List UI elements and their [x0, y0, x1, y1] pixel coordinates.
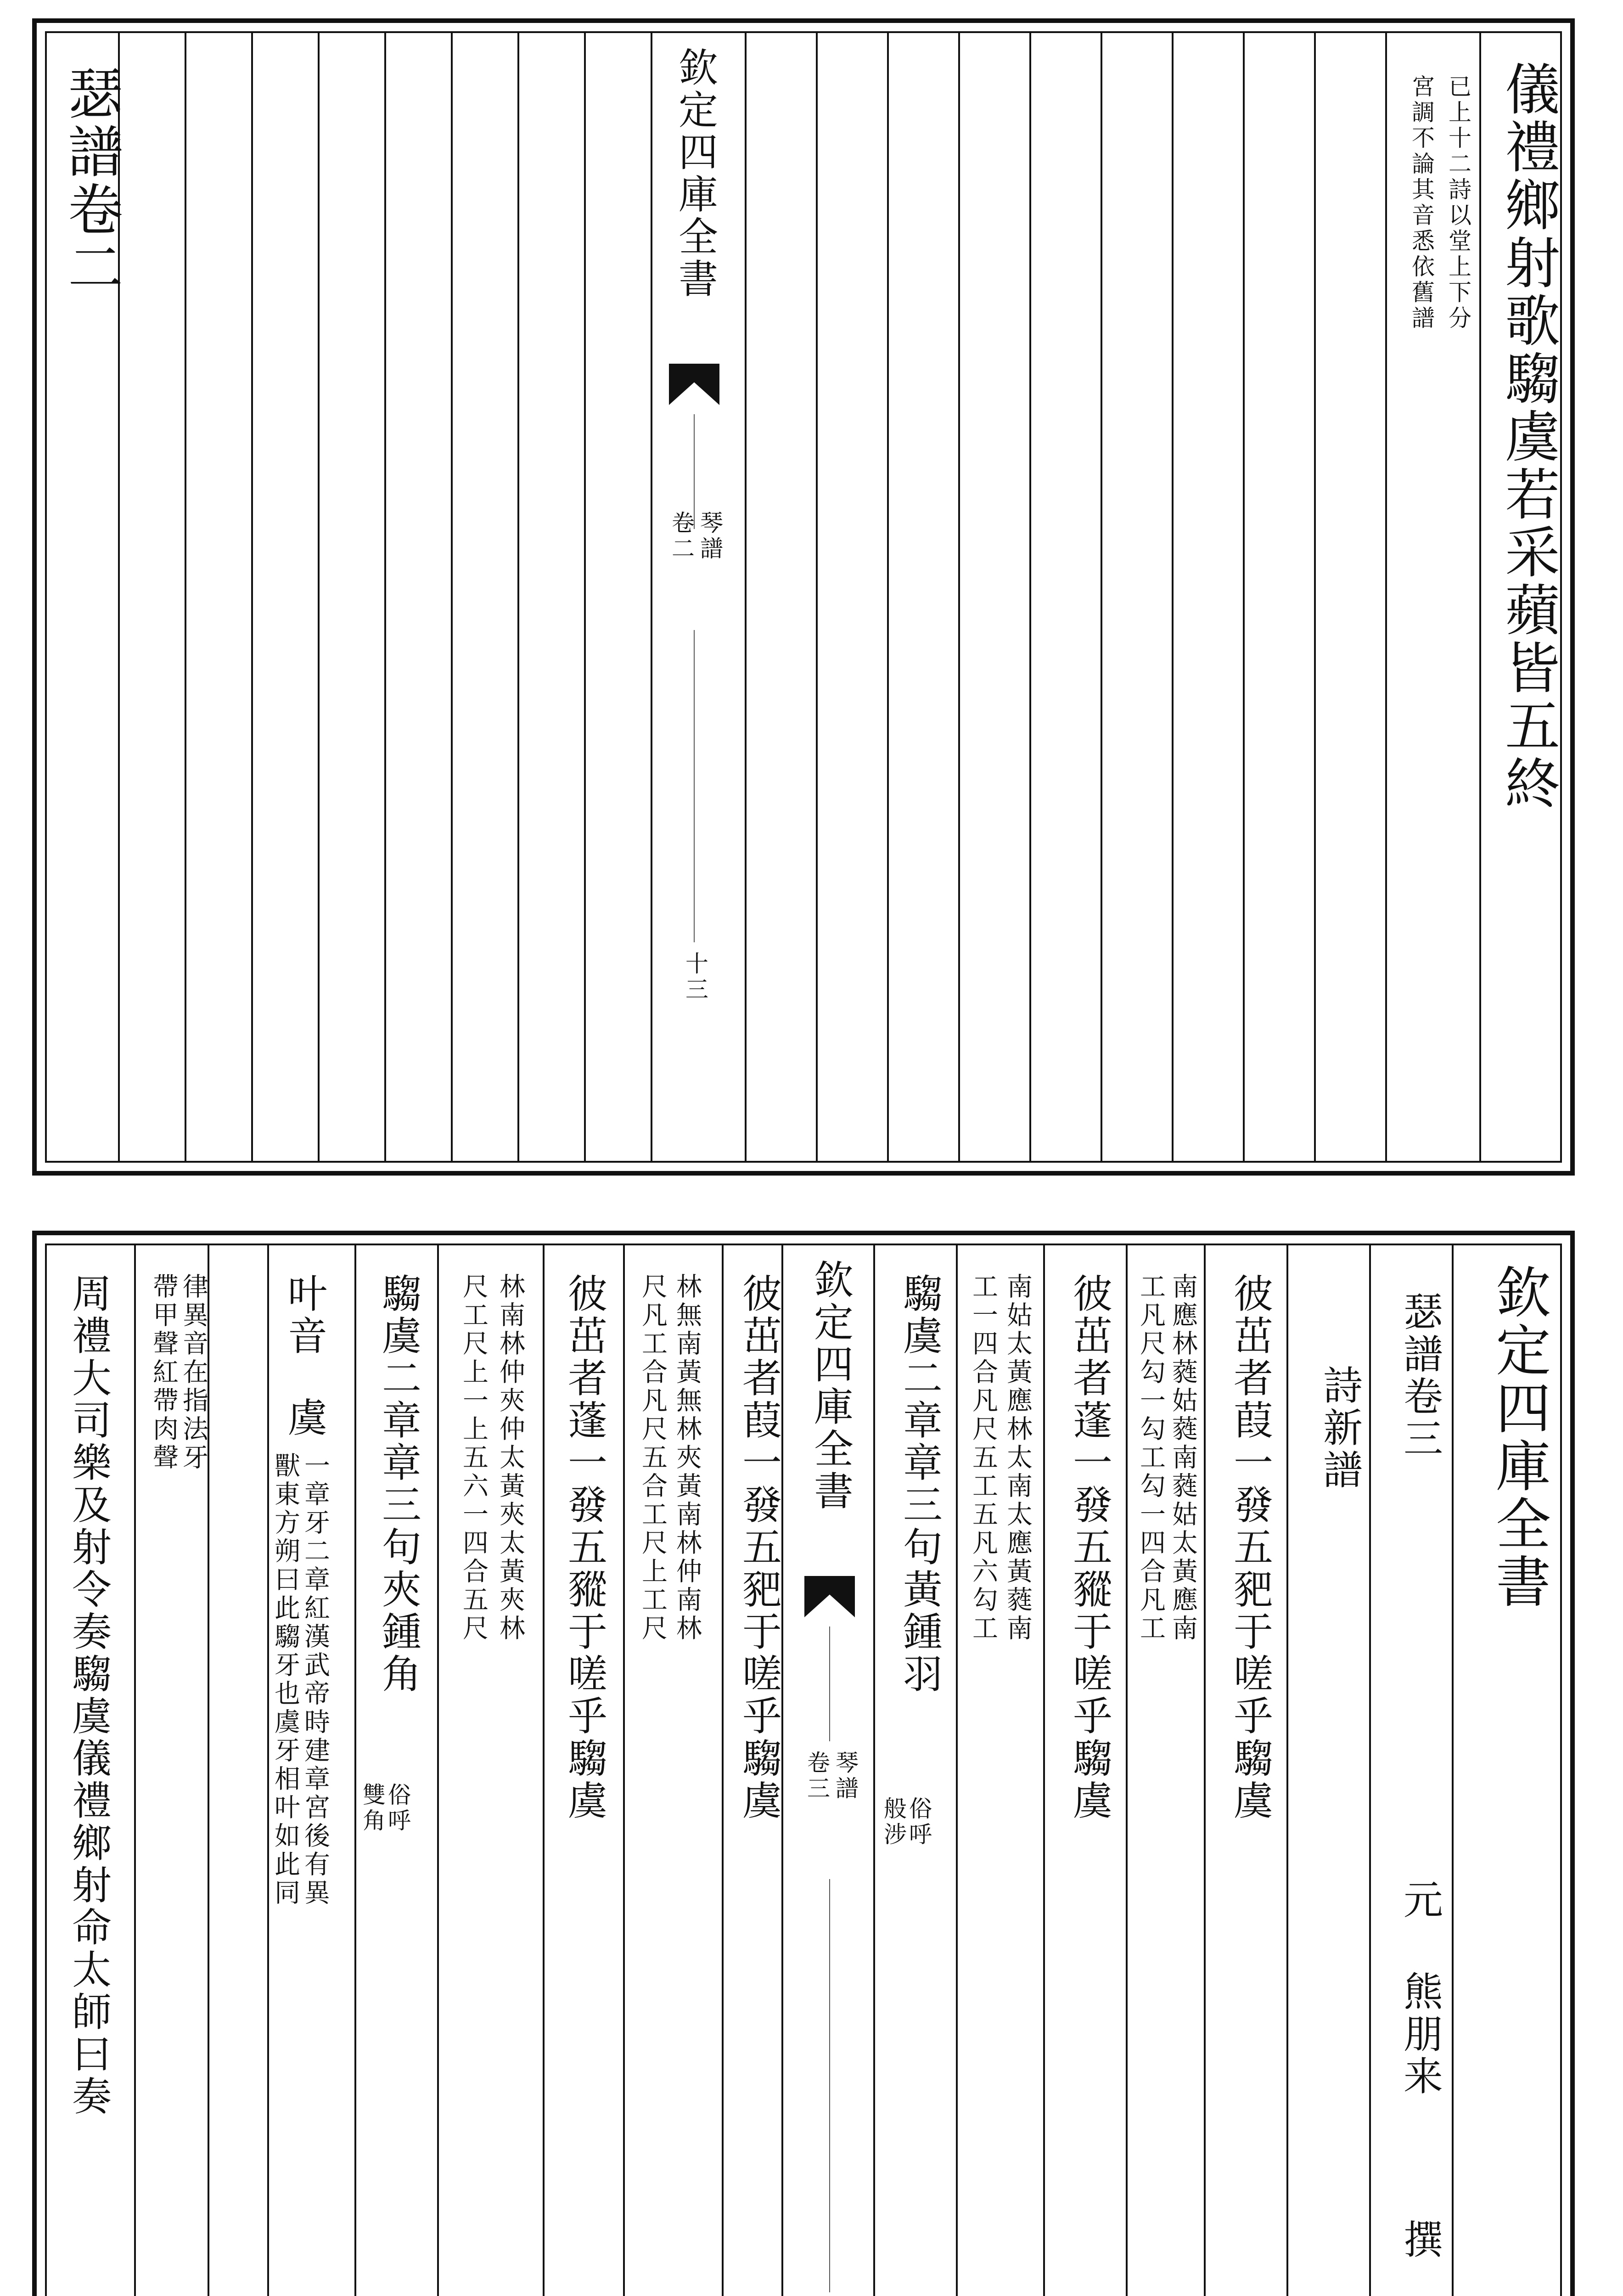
notation-gongche: 尺凡工合凡尺五合工尺上工尺 — [638, 1273, 668, 1643]
lyric-line: 彼茁者葭一發五豝于嗟乎騶虞 — [736, 1273, 781, 1822]
author-name: 熊朋来 — [1397, 1971, 1443, 2098]
column-rule — [1101, 33, 1102, 1161]
column-rule — [1043, 1245, 1045, 2296]
book-header: 欽定四庫全書 — [1487, 1264, 1550, 1611]
piece-mode-note: 雙角 — [359, 1783, 386, 1834]
rhyme-word: 虞 — [281, 1397, 327, 1439]
center-page-number: 十三 — [682, 951, 708, 1003]
column-rule — [1369, 1245, 1371, 2296]
center-volume: 卷二 — [668, 511, 695, 562]
piece-mode-note: 俗呼 — [905, 1796, 932, 1848]
column-rule — [354, 1245, 356, 2296]
column-rule — [956, 1245, 958, 2296]
rhyme-commentary: 一章牙二章紅漢武帝時建章宮後有異 — [300, 1452, 330, 1908]
volume-title: 瑟譜卷三 — [1397, 1291, 1443, 1460]
column-rule — [873, 1245, 875, 2296]
notation-gongche: 工一四合凡尺五工五凡六勾工 — [968, 1273, 998, 1643]
lyric-line: 彼茁者蓬一發五豵于嗟乎騶虞 — [561, 1273, 607, 1822]
column-rule — [745, 33, 747, 1161]
column-rule — [267, 1245, 269, 2296]
notation-pitch: 南應林蕤姑蕤南蕤姑太黃應南 — [1168, 1273, 1198, 1643]
piece-title: 騶虞二章章三句夾鍾角 — [375, 1273, 421, 1695]
top-center-column — [660, 33, 729, 1161]
piece-title: 騶虞二章章三句黃鍾羽 — [896, 1273, 942, 1695]
fish-tail-mark — [669, 364, 719, 405]
center-book: 琴譜 — [832, 1750, 859, 1802]
column-rule — [517, 33, 519, 1161]
column-rule — [623, 1245, 625, 2296]
column-rule — [134, 1245, 136, 2296]
center-line — [694, 630, 695, 942]
volume-end-label: 瑟譜卷二 — [59, 65, 123, 297]
column-rule — [1314, 33, 1316, 1161]
fingering-note: 帶甲聲紅帶肉聲 — [149, 1273, 179, 1472]
column-rule — [1385, 33, 1387, 1161]
column-rule — [1172, 33, 1174, 1161]
body-text: 周禮大司樂及射令奏騶虞儀禮鄉射命太師曰奏 — [65, 1273, 111, 2118]
top-page — [32, 18, 1575, 1176]
fish-tail-mark — [804, 1576, 855, 1617]
center-header: 欽定四庫全書 — [807, 1259, 853, 1513]
top-note-2: 宮調不論其音悉依舊譜 — [1408, 74, 1435, 332]
notation-pitch: 南姑太黃應林太南太應黃蕤南 — [1003, 1273, 1033, 1643]
column-rule — [318, 33, 320, 1161]
top-title: 儀禮鄉射歌騶虞若采蘋皆五終 — [1496, 61, 1560, 813]
author-dynasty: 元 — [1397, 1879, 1443, 1921]
rhyme-commentary: 獸東方朔曰此騶牙也虞牙相叶如此同 — [270, 1452, 300, 1908]
column-rule — [1126, 1245, 1128, 2296]
bottom-center-column — [791, 1245, 869, 2296]
top-note-1: 已上十二詩以堂上下分 — [1445, 74, 1471, 332]
column-rule — [958, 33, 960, 1161]
bottom-page — [32, 1231, 1575, 2296]
center-book: 琴譜 — [696, 511, 723, 562]
column-rule — [816, 33, 818, 1161]
notation-pitch: 林無南黃無林夾黃南林仲南林 — [672, 1273, 702, 1643]
column-rule — [1286, 1245, 1288, 2296]
notation-gongche: 工凡尺勾一勾工勾一四合凡工 — [1136, 1273, 1166, 1643]
notation-gongche: 尺工尺上一上五六一四合五尺 — [459, 1273, 489, 1643]
lyric-line: 彼茁者蓬一發五豵于嗟乎騶虞 — [1066, 1273, 1112, 1822]
center-header: 欽定四庫全書 — [672, 47, 718, 300]
column-rule — [1204, 1245, 1206, 2296]
center-line — [829, 1626, 830, 1741]
column-rule — [651, 33, 652, 1161]
column-rule — [584, 33, 586, 1161]
column-rule — [781, 1245, 783, 2296]
bottom-page-frame — [45, 1244, 1562, 2296]
column-rule — [1479, 33, 1481, 1161]
column-rule — [437, 1245, 439, 2296]
rhyme-heading: 叶音 — [281, 1273, 327, 1357]
column-rule — [185, 33, 186, 1161]
piece-mode-note: 俗呼 — [384, 1783, 411, 1834]
column-rule — [1452, 1245, 1454, 2296]
column-rule — [1029, 33, 1031, 1161]
column-rule — [887, 33, 889, 1161]
column-rule — [722, 1245, 724, 2296]
column-rule — [251, 33, 253, 1161]
fingering-note: 律異音在指法牙 — [179, 1273, 208, 1472]
notation-pitch: 林南林仲夾仲太黃夾太黃夾林 — [495, 1273, 525, 1643]
column-rule — [384, 33, 386, 1161]
column-rule — [543, 1245, 545, 2296]
piece-mode-note: 般涉 — [880, 1796, 907, 1848]
lyric-line: 彼茁者葭一發五豝于嗟乎騶虞 — [1227, 1273, 1273, 1822]
column-rule — [1243, 33, 1245, 1161]
center-volume: 卷三 — [803, 1750, 830, 1802]
center-line — [829, 1879, 830, 2292]
top-page-frame — [45, 31, 1562, 1163]
author-role: 撰 — [1397, 2219, 1443, 2261]
section-title: 詩新譜 — [1316, 1365, 1362, 1491]
column-rule — [451, 33, 453, 1161]
